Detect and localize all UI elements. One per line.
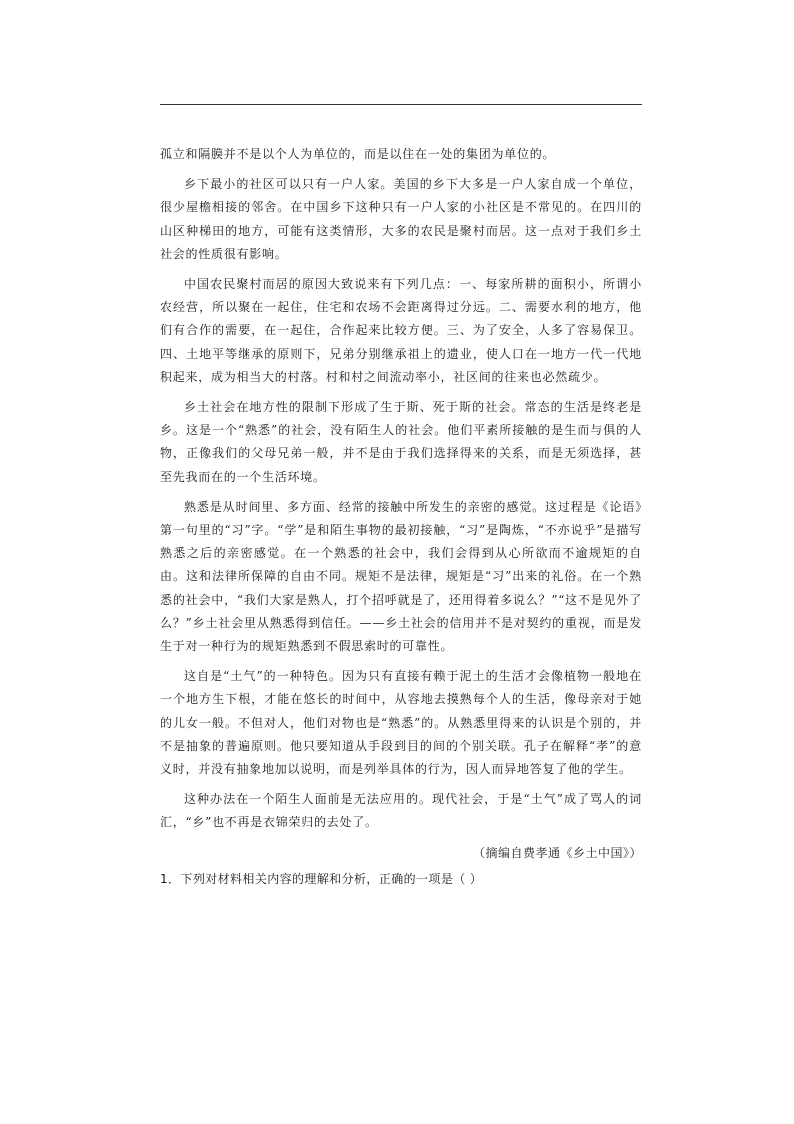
paragraph-6: 这自是“土气”的一种特色。因为只有直接有赖于泥土的生活才会像植物一般地在一个地方生下根，才能在悠长的时间中，从容地去摸熟每个人的生活，像母亲对于她的儿女一般。不但对人，他们对物也是“熟悉”的。从熟悉里得来的认识是个别的，并不是抽象的普遍原则。他只要知道从手段到目的间的个别关联。孔子在解释“孝”的意义时，并没有抽象地加以说明，而是列举具体的行为，因人而异地答复了他的学生。 bbox=[160, 669, 642, 777]
paragraph-5: 熟悉是从时间里、多方面、经常的接触中所发生的亲密的感觉。这过程是《论语》第一句里的“习”字。“学”是和陌生事物的最初接触，“习”是陶炼，“不亦说乎”是描写熟悉之后的亲密感觉。在一个熟悉的社会中，我们会得到从心所欲而不逾规矩的自由。这和法律所保障的自由不同。规矩不是法律，规矩是“习”出来的礼俗。在一个熟悉的社会中，“我们大家是熟人，打个招呼就是了，还用得着多说么？”“这不是见外了么？”乡土社会里从熟悉得到信任。——乡土社会的信用并不是对契约的重视，而是发生于对一种行为的规矩熟悉到不假思索时的可靠性。 bbox=[160, 499, 642, 654]
question-1: 1．下列对材料相关内容的理解和分析，正确的一项是（ ） bbox=[160, 871, 483, 886]
paragraph-7: 这种办法在一个陌生人面前是无法应用的。现代社会，于是“土气”成了骂人的词汇，“乡”也不再是衣锦荣归的去处了。 bbox=[160, 792, 642, 830]
document-body bbox=[160, 143, 642, 890]
paragraph-4: 乡土社会在地方性的限制下形成了生于斯、死于斯的社会。常态的生活是终老是乡。这是一个“熟悉”的社会，没有陌生人的社会。他们平素所接触的是生而与俱的人物，正像我们的父母兄弟一般，并不是由于我们选择得来的关系，而是无须选择，甚至先我而在的一个生活环境。 bbox=[160, 400, 642, 484]
paragraph-2: 乡下最小的社区可以只有一户人家。美国的乡下大多是一户人家自成一个单位，很少屋檐相接的邻舍。在中国乡下这种只有一户人家的小社区是不常见的。在四川的山区种梯田的地方，可能有这类情形，大多的农民是聚村而居。这一点对于我们乡土社会的性质很有影响。 bbox=[160, 177, 642, 261]
paragraph-3: 中国农民聚村而居的原因大致说来有下列几点：一、每家所耕的面积小，所谓小农经营，所以聚在一起住，住宅和农场不会距离得过分远。二、需要水利的地方，他们有合作的需要，在一起住，合作起来比较方便。三、为了安全，人多了容易保卫。四、土地平等继承的原则下，兄弟分别继承祖上的遗业，使人口在一地方一代一代地积起来，成为相当大的村落。村和村之间流动率小，社区间的往来也必然疏少。 bbox=[160, 277, 642, 384]
header-rule bbox=[160, 104, 642, 105]
paragraph-1: 孤立和隔膜并不是以个人为单位的，而是以住在一处的集团为单位的。 bbox=[160, 147, 556, 161]
source-citation: （摘编自费孝通《乡土中国》） bbox=[472, 845, 642, 860]
